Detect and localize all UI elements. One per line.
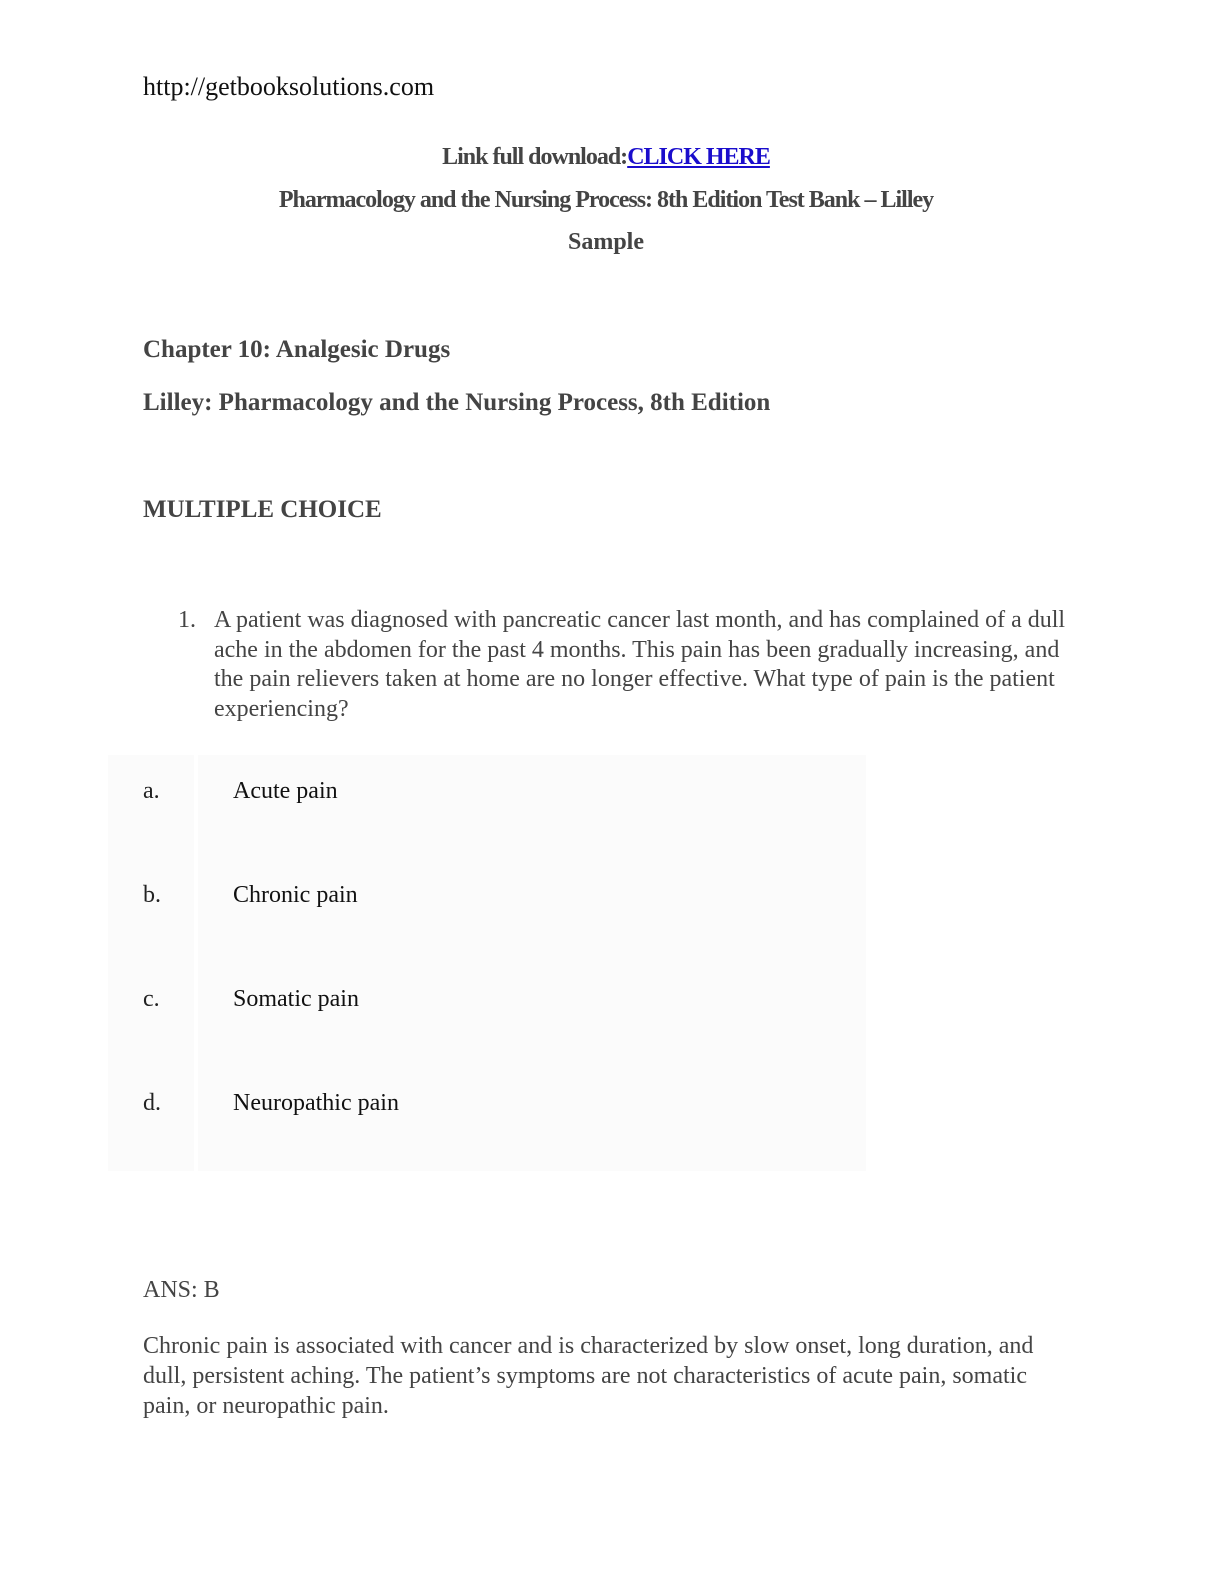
option-text: Chronic pain [198, 859, 866, 963]
option-text: Somatic pain [198, 963, 866, 1067]
chapter-title: Chapter 10: Analgesic Drugs [143, 336, 451, 363]
option-letter: b. [108, 859, 194, 963]
section-heading: MULTIPLE CHOICE [143, 496, 382, 523]
option-text: Neuropathic pain [198, 1067, 866, 1171]
document-title: Pharmacology and the Nursing Process: 8th Edition Test Bank – Lilley [278, 187, 934, 213]
site-url: http://getbooksolutions.com [143, 72, 435, 101]
question-text: A patient was diagnosed with pancreatic cancer last month, and has complained of a dull ache in the abdomen for the past 4 months. This pain has been gradually increasing, and the pain relievers taken at home are no longer effective. What type of pain is the patient experiencing? [214, 607, 1066, 722]
option-b [108, 859, 866, 963]
option-a [108, 755, 866, 859]
option-letter: d. [108, 1067, 194, 1171]
download-prefix: Link full download: [442, 144, 628, 170]
download-line [0, 144, 1212, 171]
answer-options [108, 755, 866, 1171]
option-d [108, 1067, 866, 1171]
document-subtitle: Sample [567, 229, 644, 255]
option-text: Acute pain [198, 755, 866, 859]
option-letter: a. [108, 755, 194, 859]
option-c [108, 963, 866, 1067]
book-title: Lilley: Pharmacology and the Nursing Process, 8th Edition [143, 389, 771, 416]
question-number: 1. [178, 607, 196, 633]
question [178, 606, 1078, 724]
option-letter: c. [108, 963, 194, 1067]
answer-key: ANS: B [143, 1277, 220, 1303]
answer-rationale: Chronic pain is associated with cancer and is characterized by slow onset, long duration, and dull, persistent aching. The patient’s symptoms are not characteristics of acute pain, somatic pain, or neuropathic pain. [143, 1333, 1034, 1419]
click-here-link[interactable]: CLICK HERE [627, 144, 770, 170]
